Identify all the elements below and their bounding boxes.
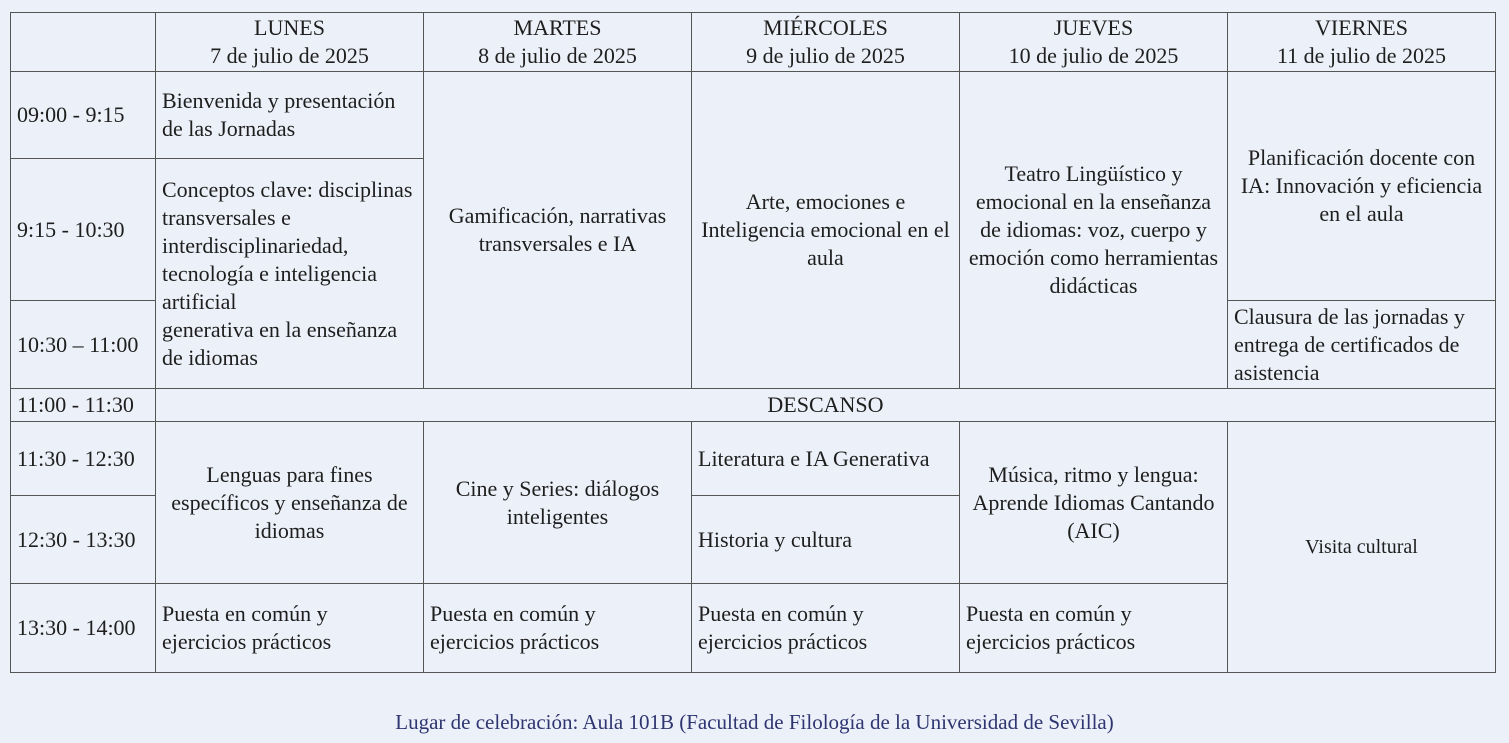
table-row xyxy=(11,72,1496,159)
header-row xyxy=(11,13,1496,72)
day-date: 10 de julio de 2025 xyxy=(1008,43,1179,68)
session-text: Conceptos clave: disciplinas transversales e interdisciplinariedad, tecnología e inteligencia artificial xyxy=(162,176,413,314)
day-header-monday xyxy=(156,13,424,72)
session-monday-languages: Lenguas para fines específicos y enseñanza de idiomas xyxy=(156,422,424,584)
corner-cell xyxy=(11,13,156,72)
day-name: LUNES xyxy=(254,15,325,40)
time-slot: 11:00 - 11:30 xyxy=(11,389,156,422)
day-header-thursday xyxy=(960,13,1228,72)
day-name: JUEVES xyxy=(1053,15,1134,40)
table-row xyxy=(11,422,1496,496)
session-tuesday-gamification: Gamificación, narrativas transversales e IA xyxy=(424,72,692,389)
break-row xyxy=(11,389,1496,422)
session-monday-practice: Puesta en común y ejercicios prácticos xyxy=(156,584,424,673)
day-date: 8 de julio de 2025 xyxy=(478,43,637,68)
day-date: 7 de julio de 2025 xyxy=(210,43,369,68)
session-thursday-music: Música, ritmo y lengua: Aprende Idiomas Cantando (AIC) xyxy=(960,422,1228,584)
session-wednesday-practice: Puesta en común y ejercicios prácticos xyxy=(692,584,960,673)
session-monday-welcome: Bienvenida y presentación de las Jornadas xyxy=(156,72,424,159)
session-thursday-theatre: Teatro Lingüístico y emocional en la enseñanza de idiomas: voz, cuerpo y emoción como herramientas didácticas xyxy=(960,72,1228,389)
time-slot: 9:15 - 10:30 xyxy=(11,159,156,301)
session-friday-closing: Clausura de las jornadas y entrega de certificados de asistencia xyxy=(1228,301,1496,389)
day-header-friday xyxy=(1228,13,1496,72)
time-slot: 09:00 - 9:15 xyxy=(11,72,156,159)
session-monday-concepts xyxy=(156,159,424,389)
session-text: generativa en la enseñanza de idiomas xyxy=(162,316,398,370)
time-slot: 10:30 – 11:00 xyxy=(11,301,156,389)
session-tuesday-cinema: Cine y Series: diálogos inteligentes xyxy=(424,422,692,584)
session-friday-planning: Planificación docente con IA: Innovación y eficiencia en el aula xyxy=(1228,72,1496,301)
time-slot: 12:30 - 13:30 xyxy=(11,496,156,584)
time-slot: 13:30 - 14:00 xyxy=(11,584,156,673)
break-label: DESCANSO xyxy=(156,389,1496,422)
day-name: VIERNES xyxy=(1315,15,1408,40)
session-wednesday-art: Arte, emociones e Inteligencia emocional en el aula xyxy=(692,72,960,389)
time-slot: 11:30 - 12:30 xyxy=(11,422,156,496)
session-friday-visit: Visita cultural xyxy=(1228,422,1496,673)
venue-footer: Lugar de celebración: Aula 101B (Facultad de Filología de la Universidad de Sevilla) xyxy=(395,710,1114,734)
day-header-wednesday xyxy=(692,13,960,72)
day-date: 9 de julio de 2025 xyxy=(746,43,905,68)
day-name: MIÉRCOLES xyxy=(763,15,888,40)
session-tuesday-practice: Puesta en común y ejercicios prácticos xyxy=(424,584,692,673)
schedule-table xyxy=(10,12,1496,673)
session-wednesday-literature: Literatura e IA Generativa xyxy=(692,422,960,496)
day-date: 11 de julio de 2025 xyxy=(1276,43,1447,68)
day-name: MARTES xyxy=(513,15,602,40)
session-wednesday-history: Historia y cultura xyxy=(692,496,960,584)
session-thursday-practice: Puesta en común y ejercicios prácticos xyxy=(960,584,1228,673)
day-header-tuesday xyxy=(424,13,692,72)
